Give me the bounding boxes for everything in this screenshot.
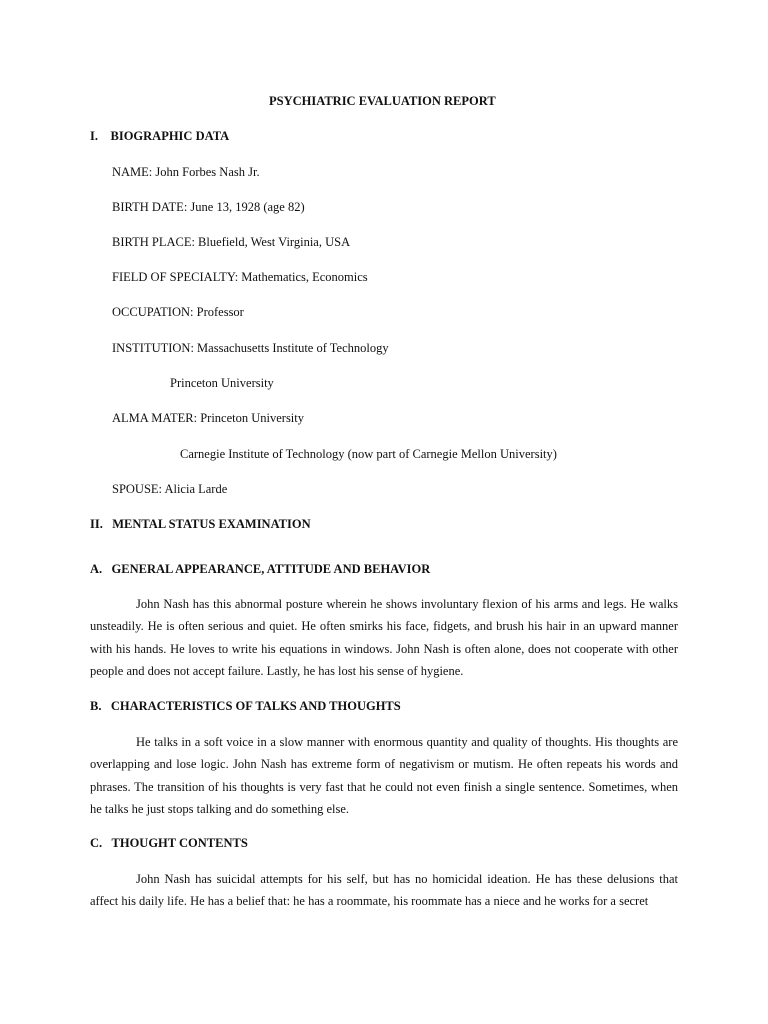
- field-birth-place: BIRTH PLACE: Bluefield, West Virginia, USA: [112, 235, 351, 249]
- subsection-heading-appearance: A. GENERAL APPEARANCE, ATTITUDE AND BEHAVIOR: [90, 562, 431, 576]
- report-title: PSYCHIATRIC EVALUATION REPORT: [269, 94, 496, 108]
- section-heading-mental-status: II. MENTAL STATUS EXAMINATION: [90, 517, 311, 531]
- field-alma-mater-continued: Carnegie Institute of Technology (now part of Carnegie Mellon University): [180, 447, 557, 461]
- field-alma-mater: ALMA MATER: Princeton University: [112, 411, 305, 425]
- subsection-heading-talks-thoughts: B. CHARACTERISTICS OF TALKS AND THOUGHTS: [90, 699, 401, 713]
- field-specialty: FIELD OF SPECIALTY: Mathematics, Economics: [112, 270, 368, 284]
- section-heading-biographic: I. BIOGRAPHIC DATA: [90, 129, 230, 143]
- field-occupation: OCCUPATION: Professor: [112, 305, 244, 319]
- paragraph-thought-contents: John Nash has suicidal attempts for his self, but has no homicidal ideation. He has these delusions that affect his daily life. He has a belief that: he has a roommate, his roommate has a niece and he works for a secret: [90, 872, 678, 909]
- paragraph-talks-thoughts: He talks in a soft voice in a slow manner with enormous quantity and quality of thoughts. His thoughts are overlapping and lose logic. John Nash has extreme form of negativism or mutism. He often repeats his words and phrases. The transition of his thoughts is very fast that he could not even finish a single sentence. Sometimes, when he talks he just stops talking and do something else.: [90, 735, 678, 816]
- subsection-heading-thought-contents: C. THOUGHT CONTENTS: [90, 836, 248, 850]
- field-spouse: SPOUSE: Alicia Larde: [112, 482, 228, 496]
- field-institution-continued: Princeton University: [170, 376, 274, 390]
- field-birth-date: BIRTH DATE: June 13, 1928 (age 82): [112, 200, 305, 214]
- paragraph-appearance: John Nash has this abnormal posture wherein he shows involuntary flexion of his arms and legs. He walks unsteadily. He is often serious and quiet. He often smirks his face, fidgets, and brush his hair in an upward manner with his hands. He loves to write his equations in windows. John Nash is often alone, does not cooperate with other people and does not accept failure. Lastly, he has lost his sense of hygiene.: [90, 597, 678, 678]
- field-name: NAME: John Forbes Nash Jr.: [112, 165, 260, 179]
- field-institution: INSTITUTION: Massachusetts Institute of Technology: [112, 341, 389, 355]
